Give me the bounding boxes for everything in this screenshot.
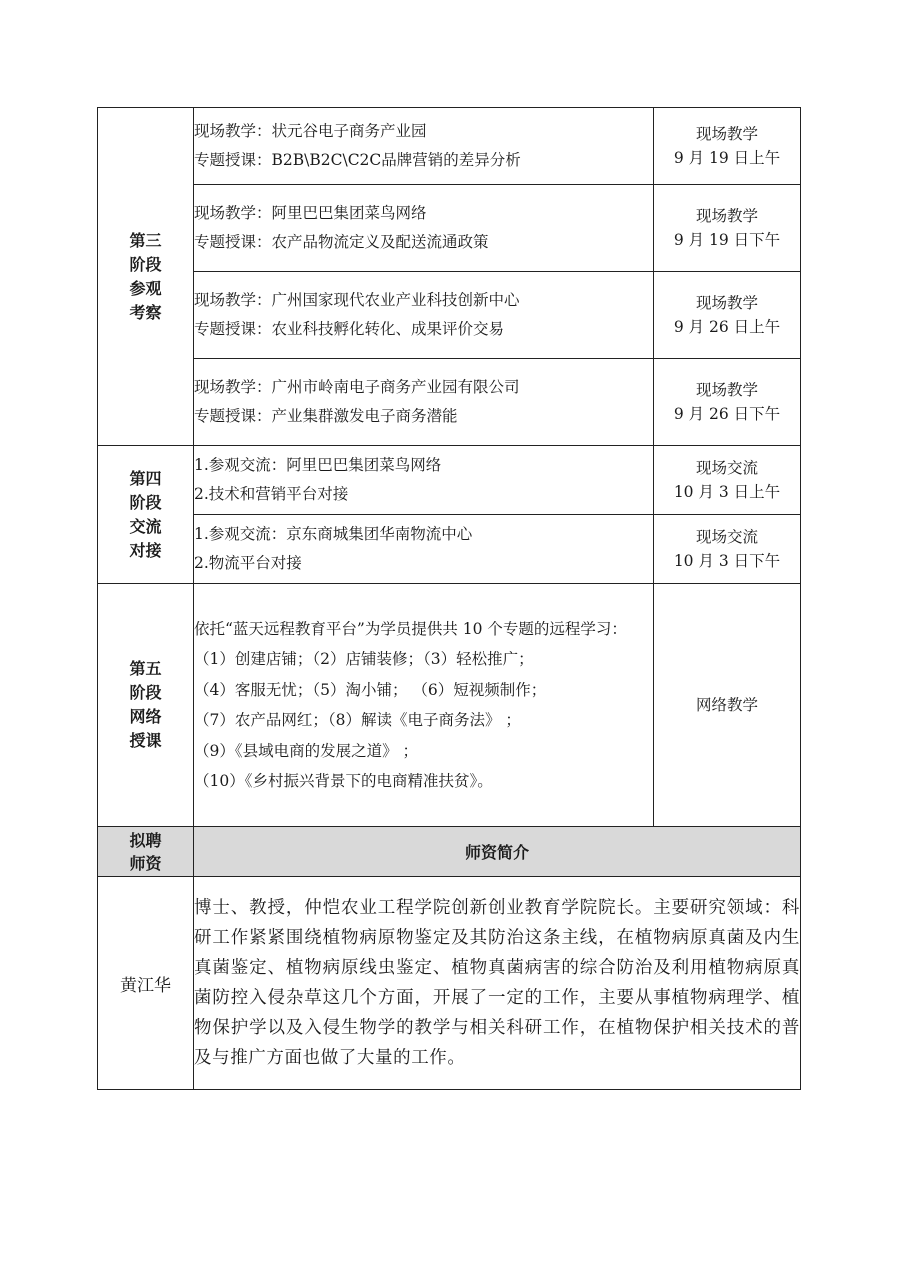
faculty-row <box>98 877 801 1090</box>
session-content: 现场教学：广州国家现代农业产业科技创新中心 专题授课：农业科技孵化转化、成果评价交易 <box>194 272 654 359</box>
table-row <box>98 584 801 827</box>
table-row <box>98 272 801 359</box>
table-row <box>98 446 801 515</box>
session-content: 现场教学：状元谷电子商务产业园 专题授课：B2B\B2C\C2C品牌营销的差异分析 <box>194 108 654 185</box>
session-mode: 现场教学 9 月 19 日下午 <box>654 185 801 272</box>
table-row <box>98 185 801 272</box>
session-mode: 现场教学 9 月 26 日上午 <box>654 272 801 359</box>
table-row <box>98 108 801 185</box>
teacher-bio: 博士、教授，仲恺农业工程学院创新创业教育学院院长。主要研究领域：科研工作紧紧围绕植物病原物鉴定及其防治这条主线，在植物病原真菌及内生真菌鉴定、植物病原线虫鉴定、植物真菌病害的综合防治及利用植物病原真菌防控入侵杂草这几个方面，开展了一定的工作，主要从事植物病理学、植物保护学以及入侵生物学的教学与相关科研工作，在植物保护相关技术的普及与推广方面也做了大量的工作。 <box>194 877 801 1090</box>
table-row <box>98 359 801 446</box>
table-row <box>98 515 801 584</box>
faculty-header-title: 师资简介 <box>194 827 801 877</box>
session-content: 1.参观交流：京东商城集团华南物流中心 2.物流平台对接 <box>194 515 654 584</box>
session-mode: 网络教学 <box>654 584 801 827</box>
teacher-name: 黄江华 <box>98 877 194 1090</box>
online-course-list: 依托“蓝天远程教育平台”为学员提供共 10 个专题的远程学习： （1）创建店铺；（2）店铺装修；（3）轻松推广； （4）客服无忧；（5）淘小铺； （6）短视频制作； （7）农产品网红；（8）解读《电子商务法》 ； （9）《县域电商的发展之道》 ； （10）《乡村振兴背景下的电商精准扶贫》。 <box>194 584 654 827</box>
stage5-label: 第五 阶段 网络 授课 <box>98 584 194 827</box>
session-mode: 现场交流 10 月 3 日下午 <box>654 515 801 584</box>
session-mode: 现场教学 9 月 19 日上午 <box>654 108 801 185</box>
faculty-header-row <box>98 827 801 877</box>
stage3-label: 第三 阶段 参观 考察 <box>98 108 194 446</box>
session-content: 1.参观交流：阿里巴巴集团菜鸟网络 2.技术和营销平台对接 <box>194 446 654 515</box>
stage4-label: 第四 阶段 交流 对接 <box>98 446 194 584</box>
session-mode: 现场教学 9 月 26 日下午 <box>654 359 801 446</box>
session-mode: 现场交流 10 月 3 日上午 <box>654 446 801 515</box>
session-content: 现场教学：阿里巴巴集团菜鸟网络 专题授课：农产品物流定义及配送流通政策 <box>194 185 654 272</box>
schedule-table <box>97 107 801 1090</box>
faculty-header-label: 拟聘 师资 <box>98 827 194 877</box>
session-content: 现场教学：广州市岭南电子商务产业园有限公司 专题授课：产业集群激发电子商务潜能 <box>194 359 654 446</box>
